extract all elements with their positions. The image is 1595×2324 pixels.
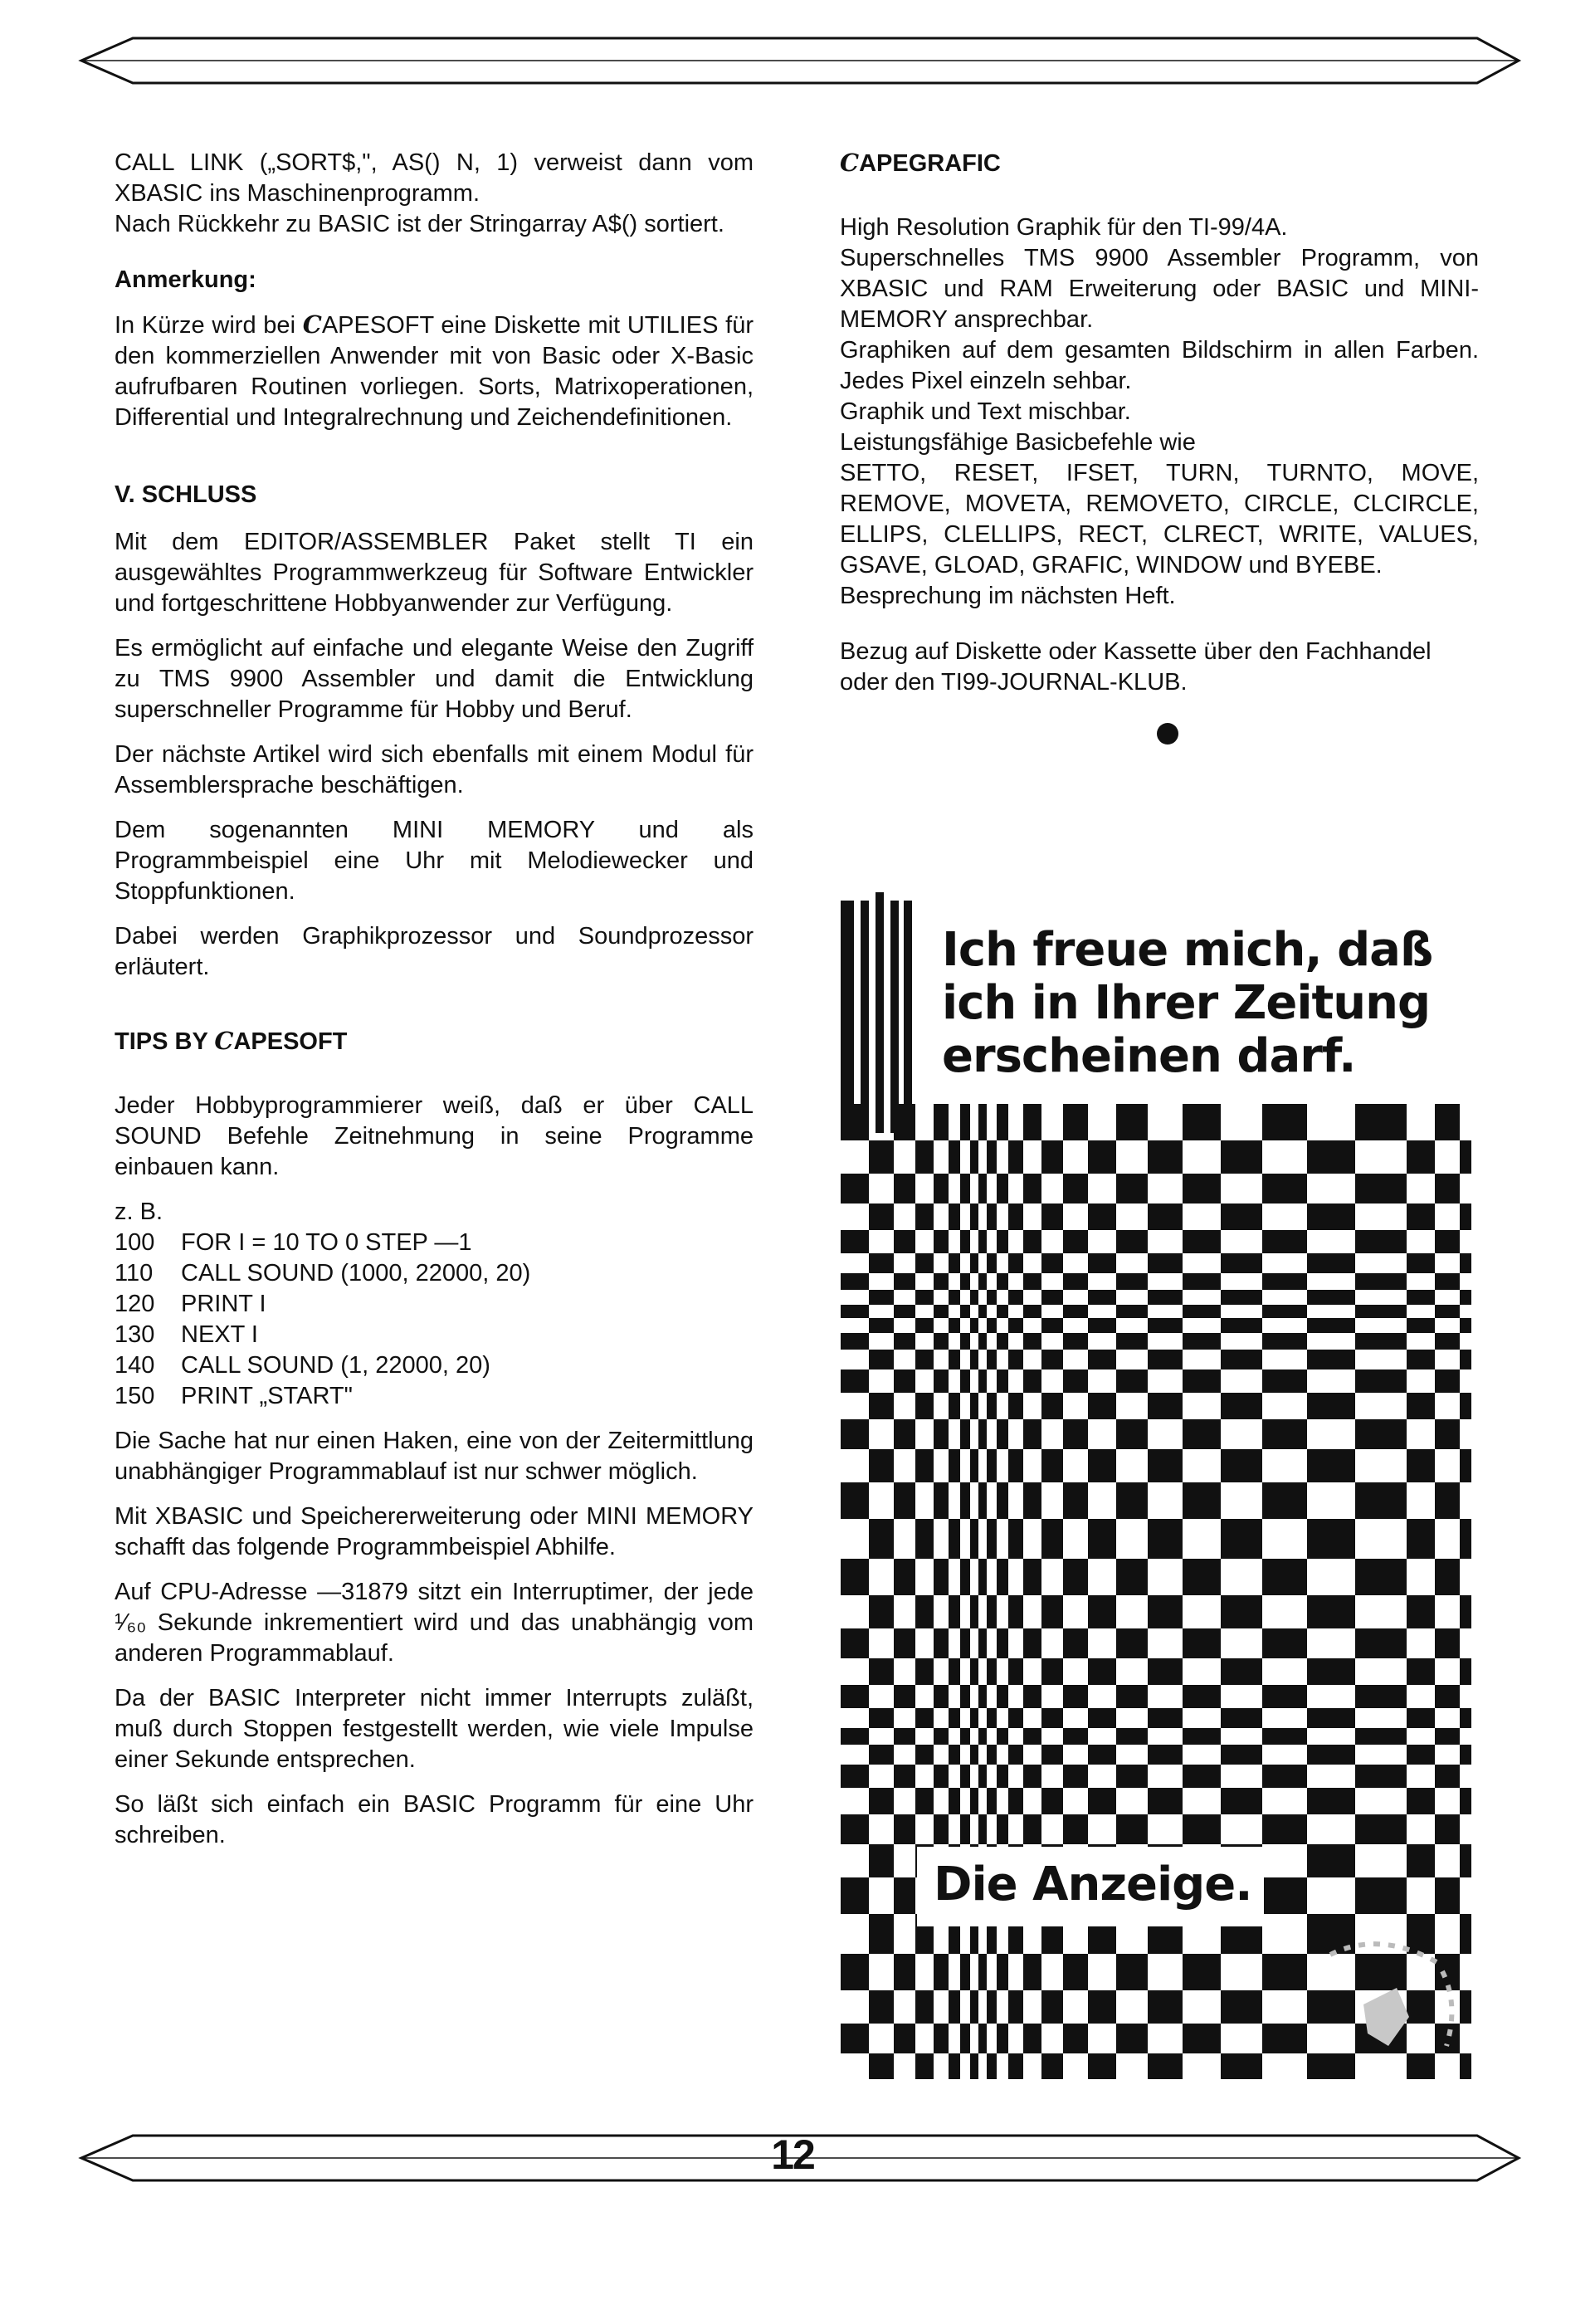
advertisement [832, 867, 1480, 2087]
paragraph: Die Sache hat nur einen Haken, eine von der Zeitermittlung unabhängiger Programmablauf ist nur schwer möglich. [115, 1428, 754, 1485]
paragraph: Nach Rückkehr zu BASIC ist der Stringarray A$() sortiert. [115, 211, 724, 237]
paragraph: Jeder Hobbyprogrammierer weiß, daß er über CALL SOUND Befehle Zeitnehmung in seine Programme einbauen kann. [115, 1092, 754, 1180]
capegrafic-heading [840, 148, 1479, 179]
code-intro: z. B. [115, 1199, 163, 1225]
line-number: 110 [115, 1260, 154, 1286]
ad-tagline: Die Anzeige. [917, 1847, 1264, 1926]
left-column [115, 148, 754, 1865]
paragraph: Graphik und Text mischbar. [840, 398, 1131, 425]
code-line [115, 1258, 754, 1289]
bullet-dot-icon [1157, 723, 1178, 745]
page-number: 12 [771, 2131, 814, 2178]
anmerkung-heading: Anmerkung: [115, 266, 256, 293]
code-line [115, 1381, 754, 1412]
text-span: In Kürze wird bei [115, 312, 303, 339]
section-heading-schluss: V. SCHLUSS [115, 481, 257, 508]
code-line [115, 1289, 754, 1320]
top-ornament-rule [0, 32, 1595, 90]
code-text: FOR I = 10 TO 0 STEP —1 [181, 1229, 472, 1256]
anmerkung-paragraph [115, 310, 754, 433]
text-span: APESOFT eine Diskette mit UTILIES für den kommerziellen Anwender mit von Basic oder X-Basic aufrufbaren Routinen vorliegen. Sorts, Matrixoperationen, Differential und Integralrechnung und Zeichendefinitionen. [115, 312, 754, 431]
right-column [840, 148, 1479, 745]
paragraph: High Resolution Graphik für den TI-99/4A. [840, 214, 1288, 241]
line-number: 100 [115, 1229, 155, 1256]
paragraph: Dabei werden Graphikprozessor und Soundprozessor erläutert. [115, 923, 754, 980]
ad-headline-line: ich in Ihrer Zeitung [942, 976, 1431, 1030]
bezug-paragraph: Bezug auf Diskette oder Kassette über den Fachhandel oder den TI99-JOURNAL-KLUB. [840, 638, 1432, 696]
code-line [115, 1350, 754, 1381]
paragraph: Leistungsfähige Basicbefehle wie [840, 429, 1196, 456]
text-span: TIPS BY [115, 1028, 215, 1055]
ad-headline-line: Ich freue mich, daß [942, 923, 1433, 977]
line-number: 140 [115, 1352, 155, 1379]
line-number: 120 [115, 1291, 155, 1317]
code-line [115, 1320, 754, 1350]
c-logo-icon: C [840, 149, 860, 177]
text-span: APEGRAFIC [859, 150, 1001, 177]
paragraph: Superschnelles TMS 9900 Assembler Programm, von XBASIC und RAM Erweiterung oder BASIC und MINI-MEMORY ansprechbar. [840, 245, 1479, 333]
c-logo-icon: C [214, 1027, 234, 1055]
paragraph: So läßt sich einfach ein BASIC Programm für eine Uhr schreiben. [115, 1791, 754, 1848]
code-line [115, 1228, 754, 1258]
ad-headline-line: erscheinen darf. [942, 1029, 1356, 1083]
paragraph: CALL LINK („SORT$,", AS() N, 1) verweist dann vom XBASIC ins Maschinenprogramm. [115, 149, 754, 207]
paragraph: Mit dem EDITOR/ASSEMBLER Paket stellt TI ein ausgewähltes Programmwerkzeug für Software Entwickler und fortgeschrittene Hobbyanwender zur Verfügung. [115, 529, 754, 617]
section-heading-tips [115, 1026, 754, 1057]
code-text: PRINT I [181, 1291, 266, 1317]
paragraph: Mit XBASIC und Speichererweiterung oder MINI MEMORY schafft das folgende Programmbeispiel Abhilfe. [115, 1503, 754, 1560]
library-stamp-icon [1297, 1938, 1463, 2063]
code-text: CALL SOUND (1000, 22000, 20) [181, 1260, 531, 1286]
paragraph: Der nächste Artikel wird sich ebenfalls mit einem Modul für Assemblersprache beschäftigen. [115, 741, 754, 798]
code-text: PRINT „START" [181, 1383, 353, 1409]
code-listing [115, 1197, 754, 1412]
code-text: CALL SOUND (1, 22000, 20) [181, 1352, 490, 1379]
c-logo-icon: C [302, 310, 322, 339]
ad-headline [925, 901, 1473, 1100]
line-number: 150 [115, 1383, 155, 1409]
paragraph: Besprechung im nächsten Heft. [840, 583, 1176, 609]
paragraph: Da der BASIC Interpreter nicht immer Interrupts zuläßt, muß durch Stoppen festgestellt werden, wie viele Impulse einer Sekunde entsprechen. [115, 1685, 754, 1773]
paragraph: Auf CPU-Adresse —31879 sitzt ein Interruptimer, der jede ¹⁄₆₀ Sekunde inkrementiert wird und das unabhängig vom anderen Programmablauf. [115, 1579, 754, 1667]
line-number: 130 [115, 1321, 155, 1348]
code-text: NEXT I [181, 1321, 258, 1348]
paragraph: Dem sogenannten MINI MEMORY und als Programmbeispiel eine Uhr mit Melodiewecker und Stoppfunktionen. [115, 817, 754, 905]
text-span: APESOFT [233, 1028, 348, 1055]
paragraph: Es ermöglicht auf einfache und elegante Weise den Zugriff zu TMS 9900 Assembler und damit die Entwicklung superschneller Programme für Hobby und Beruf. [115, 635, 754, 723]
paragraph: Graphiken auf dem gesamten Bildschirm in allen Farben. Jedes Pixel einzeln sehbar. [840, 337, 1479, 394]
command-list: SETTO, RESET, IFSET, TURN, TURNTO, MOVE, REMOVE, MOVETA, REMOVETO, CIRCLE, CLCIRCLE, ELLIPS, CLELLIPS, RECT, CLRECT, WRITE, VALUES, GSAVE, GLOAD, GRAFIC, WINDOW und BYEBE. [840, 460, 1479, 579]
